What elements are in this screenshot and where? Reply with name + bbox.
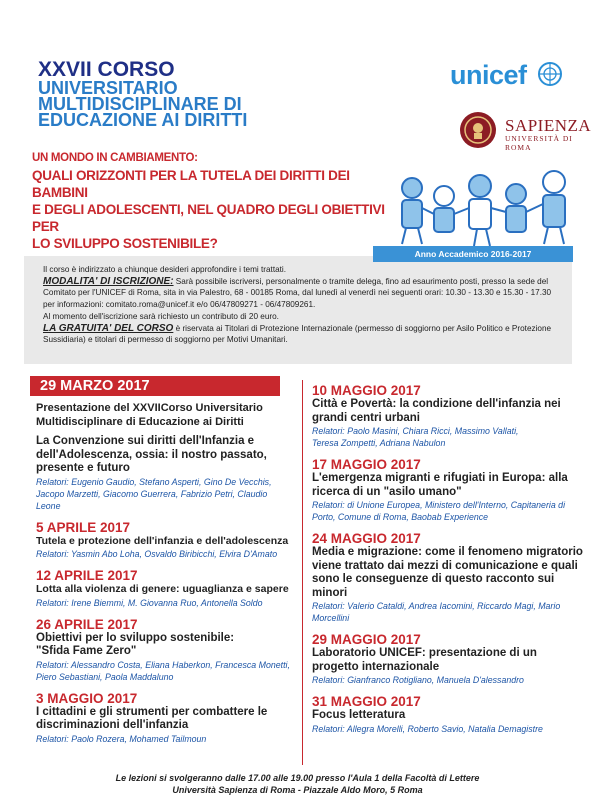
- unicef-logo: [450, 60, 527, 91]
- session5-title: I cittadini e gli strumenti per combattere le discriminazioni dell'infanzia: [36, 705, 268, 731]
- session6-title: Città e Povertà: la condizione dell'infanzia nei grandi centri urbani: [312, 398, 561, 424]
- sapienza-name: SAPIENZA: [505, 116, 592, 135]
- session9-date: 29 MAGGIO 2017: [312, 632, 421, 647]
- session6-date: 10 MAGGIO 2017: [312, 383, 421, 398]
- info-free: [43, 323, 558, 345]
- left-column: [36, 402, 294, 745]
- title-line4: EDUCAZIONE AI DIRITTI: [38, 110, 248, 130]
- session1-topic: La Convenzione sui diritti dell'Infanzia e dell'Adolescenza, ossia: il nostro passato, presente e futuro: [36, 435, 267, 474]
- session10-date: 31 MAGGIO 2017: [312, 694, 421, 709]
- headline-line3: LO SVILUPPO SOSTENIBILE?: [32, 236, 218, 251]
- session6-speakers: Relatori: Paolo Masini, Chiara Ricci, Massimo Vallati, Teresa Zompetti, Adriana Nabulon: [312, 426, 519, 448]
- footer-line1: Le lezioni si svolgeranno dalle 17.00 alle 19.00 presso l'Aula 1 della Facoltà di Lettere: [115, 773, 480, 783]
- session8-title: Media e migrazione: come il fenomeno migratorio viene trattato dai mezzi di comunicazione e quali sono le conseguenze di questo racconto sui minori: [312, 546, 583, 599]
- session10-speakers: Relatori: Allegra Morelli, Roberto Savio, Natalia Demagistre: [312, 723, 543, 734]
- footer-line2: Università Sapienza di Roma - Piazzale Aldo Moro, 5 Roma: [172, 785, 423, 795]
- free-text: è riservata ai Titolari di Protezione Internazionale (permesso di soggiorno per Asilo Politico e Protezione Sussidiaria) e titolari di permesso di soggiorno per Motivi Umanitari.: [43, 324, 552, 345]
- course-title: [38, 60, 247, 128]
- info-text: [43, 264, 558, 346]
- session2-date: 5 APRILE 2017: [36, 519, 131, 535]
- session4-date: 26 APRILE 2017: [36, 616, 138, 632]
- registration-text: Sarà possibile iscriversi, personalmente o tramite delega, fino ad esaurimento posti, presso la sede del Comitato per l'UNICEF di Roma, sita in via Palestro, 68 - 00185 Roma, dal lunedì al venerdì nei seguenti orari: 10.30 - 13.30 e 15.30 - 17.30 per informazioni: comitato.roma@unicef.it e/o 06/47809271 - 06/47809261.: [43, 277, 552, 309]
- sapienza-seal-icon: [458, 110, 498, 150]
- session8-date: 24 MAGGIO 2017: [312, 531, 421, 546]
- academic-year-ribbon: Anno Accademico 2016-2017: [373, 246, 573, 262]
- info-intro: Il corso è indirizzato a chiunque desideri approfondire i temi trattati.: [43, 265, 287, 274]
- headline-line2: E DEGLI ADOLESCENTI, NEL QUADRO DEGLI OBIETTIVI PER: [32, 202, 385, 234]
- session7-date: 17 MAGGIO 2017: [312, 457, 421, 472]
- unicef-globe-icon: [537, 61, 563, 87]
- session7-speakers: Relatori: di Unione Europea, Ministero dell'Interno, Capitaneria di Porto, Comune di Roma, Baobab Experience: [312, 500, 566, 522]
- footer: [0, 772, 595, 796]
- first-date-bar: 29 MARZO 2017: [30, 376, 280, 396]
- session5-date: 3 MAGGIO 2017: [36, 690, 138, 706]
- title-line2: UNIVERSITARIO: [38, 78, 178, 98]
- session3-title: Lotta alla violenza di genere: uguaglianza e sapere: [36, 583, 289, 595]
- headline-intro: UN MONDO IN CAMBIAMENTO:: [32, 152, 198, 164]
- info-registration: [43, 276, 558, 310]
- session1-title-a: Presentazione del XXVIICorso Universitario: [36, 402, 263, 414]
- headline: [32, 150, 402, 252]
- children-drawing-icon: [392, 168, 582, 250]
- session10-title: Focus letteratura: [312, 709, 406, 721]
- sapienza-logo: [505, 116, 595, 152]
- session1-title-b: Multidisciplinare di Educazione ai Diritti: [36, 415, 244, 428]
- info-contribution: Al momento dell'iscrizione sarà richiesto un contributo di 20 euro.: [43, 311, 279, 321]
- session2-speakers: Relatori: Yasmin Abo Loha, Osvaldo Biribicchi, Elvira D'Amato: [36, 549, 278, 559]
- session8-speakers: Relatori: Valerio Cataldi, Andrea Iacomini, Riccardo Magi, Mario Morcellini: [312, 601, 561, 623]
- session3-date: 12 APRILE 2017: [36, 568, 138, 583]
- session7-title: L'emergenza migranti e rifugiati in Europa: alla ricerca di un "asilo umano": [312, 472, 568, 498]
- session3-speakers: Relatori: Irene Biemmi, M. Giovanna Ruo, Antonella Soldo: [36, 597, 263, 608]
- unicef-wordmark: unicef: [450, 60, 527, 90]
- session5-speakers: Relatori: Paolo Rozera, Mohamed Tailmoun: [36, 733, 207, 744]
- title-line1: XXVII CORSO: [38, 58, 175, 81]
- session4-speakers: Relatori: Alessandro Costa, Eliana Haberkon, Francesca Monetti, Piero Sebastiani, Paola Maddaluno: [36, 659, 290, 682]
- session1-speakers: Relatori: Eugenio Gaudio, Stefano Asperti, Gino De Vecchis, Jacopo Marzetti, Giacomo Guerrera, Fabrizio Petri, Claudio Leone: [36, 476, 272, 511]
- sapienza-sub: UNIVERSITÀ DI ROMA: [505, 134, 573, 152]
- session9-speakers: Relatori: Gianfranco Rotigliano, Manuela D'alessandro: [312, 675, 524, 685]
- title-line3: MULTIDISCIPLINARE DI: [38, 94, 242, 114]
- free-label: LA GRATUITA' DEL CORSO: [43, 323, 174, 335]
- registration-label: MODALITA' DI ISCRIZIONE:: [43, 276, 174, 288]
- right-column: [312, 383, 584, 735]
- session4-title: Obiettivi per lo sviluppo sostenibile: "Sfida Fame Zero": [36, 631, 235, 657]
- session2-title: Tutela e protezione dell'infanzia e dell'adolescenza: [36, 534, 289, 547]
- column-divider: [302, 380, 303, 765]
- headline-line1: QUALI ORIZZONTI PER LA TUTELA DEI DIRITTI DEI BAMBINI: [32, 168, 350, 200]
- session9-title: Laboratorio UNICEF: presentazione di un progetto internazionale: [312, 647, 537, 673]
